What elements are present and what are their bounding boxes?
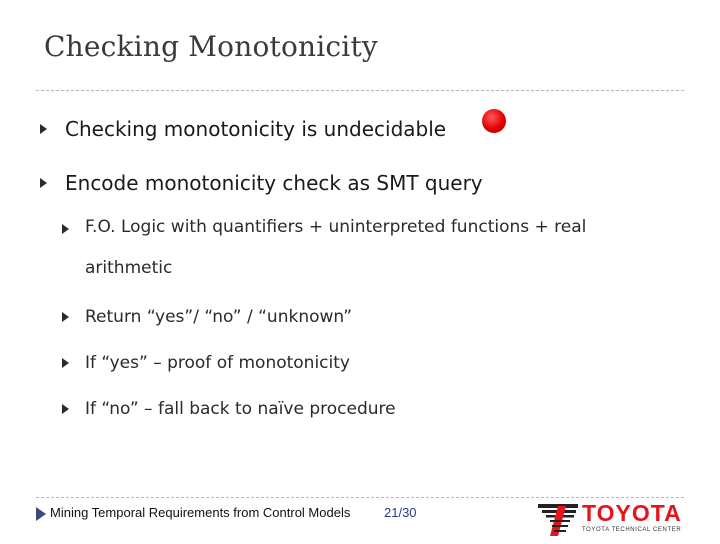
bullet-arrow-icon (62, 224, 69, 234)
footer-arrow-icon (36, 507, 46, 521)
logo-wordmark: TOYOTA (582, 500, 682, 526)
bullet-arrow-icon (62, 312, 69, 322)
subbullet-item (62, 399, 396, 419)
bullet-arrow-icon (40, 178, 47, 188)
slide-title: Checking Monotonicity (44, 30, 378, 63)
toyota-logo (536, 498, 686, 540)
bullet-text: Checking monotonicity is undecidable (65, 117, 447, 141)
bullet-item (40, 171, 483, 195)
subbullet-text: F.O. Logic with quantifiers + uninterpreted functions + real arithmetic (85, 217, 587, 278)
subbullet-text: If “yes” – proof of monotonicity (85, 353, 350, 373)
title-divider (36, 90, 684, 91)
subbullet-item (62, 353, 350, 373)
bullet-text: Encode monotonicity check as SMT query (65, 171, 483, 195)
bullet-arrow-icon (40, 124, 47, 134)
subbullet-item (62, 219, 645, 289)
subbullet-text: If “no” – fall back to naïve procedure (85, 399, 396, 419)
page-number: 21/30 (384, 505, 417, 520)
footer-title: Mining Temporal Requirements from Control Models (50, 505, 351, 520)
subbullet-text: Return “yes”/ “no” / “unknown” (85, 307, 353, 327)
bullet-item (40, 117, 446, 141)
subbullet-item (62, 307, 352, 327)
logo-subtitle: TOYOTA TECHNICAL CENTER (582, 527, 682, 533)
bullet-arrow-icon (62, 358, 69, 368)
bullet-arrow-icon (62, 404, 69, 414)
toyota-emblem-icon (536, 498, 580, 540)
red-dot-icon (482, 109, 506, 133)
